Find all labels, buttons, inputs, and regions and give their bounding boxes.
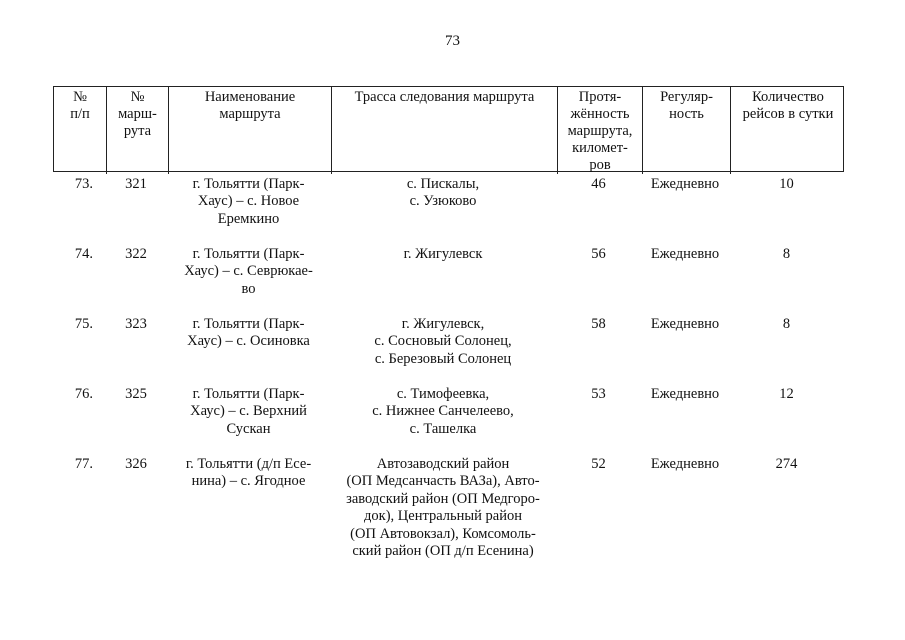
cell-regularity: Ежедневно (650, 176, 720, 192)
table-row (53, 176, 844, 228)
header-route: № марш- рута (106, 87, 168, 174)
cell-trips: 8 (782, 246, 791, 262)
header-name: Наименование маршрута (168, 87, 331, 174)
cell-name: г. Тольятти (Парк- Хаус) – с. Верхний Сускан (190, 386, 307, 437)
cell-route: 326 (125, 456, 147, 472)
cell-route: 322 (125, 246, 147, 262)
cell-regularity: Ежедневно (650, 246, 720, 262)
header-num: № п/п (70, 89, 90, 122)
cell-trips: 10 (779, 176, 794, 192)
cell-length: 46 (591, 176, 606, 192)
cell-path: с. Тимофеевка, с. Нижнее Санчелеево, с. Ташелка (372, 386, 514, 437)
cell-path: с. Пискалы, с. Узюково (406, 176, 480, 210)
table-row (53, 386, 844, 438)
cell-route: 323 (125, 316, 147, 332)
table-row (53, 316, 844, 368)
cell-num: 73. (74, 176, 93, 192)
table-row (53, 456, 844, 560)
cell-name: г. Тольятти (Парк- Хаус) – с. Осиновка (187, 316, 310, 350)
cell-regularity: Ежедневно (650, 456, 720, 472)
page-number: 73 (445, 33, 460, 49)
table-header (53, 86, 844, 172)
cell-length: 52 (591, 456, 606, 472)
cell-trips: 12 (779, 386, 794, 402)
table-row (53, 246, 844, 298)
cell-length: 58 (591, 316, 606, 332)
cell-route: 325 (125, 386, 147, 402)
cell-length: 53 (591, 386, 606, 402)
cell-trips: 274 (775, 456, 798, 472)
cell-path: г. Жигулевск (403, 246, 483, 262)
header-trips: Количество рейсов в сутки (730, 87, 845, 174)
header-regularity: Регуляр- ность (642, 87, 730, 174)
cell-name: г. Тольятти (д/п Есе- нина) – с. Ягодное (185, 456, 312, 490)
cell-path: г. Жигулевск, с. Сосновый Солонец, с. Березовый Солонец (374, 316, 512, 367)
cell-path: Автозаводский район (ОП Медсанчасть ВАЗа), Авто- заводский район (ОП Медгоро- док), Центральный район (ОП Автовокзал), Комсомоль- ский район (ОП д/п Есенина) (346, 456, 540, 560)
cell-name: г. Тольятти (Парк- Хаус) – с. Севрюкае- во (184, 246, 313, 297)
cell-name: г. Тольятти (Парк- Хаус) – с. Новое Еремкино (192, 176, 305, 227)
cell-length: 56 (591, 246, 606, 262)
header-length: Протя- жённость маршрута, километ- ров (557, 87, 642, 174)
cell-regularity: Ежедневно (650, 316, 720, 332)
cell-route: 321 (125, 176, 147, 192)
header-path: Трасса следования маршрута (331, 87, 557, 174)
cell-num: 76. (74, 386, 93, 402)
cell-trips: 8 (782, 316, 791, 332)
cell-num: 75. (74, 316, 93, 332)
cell-num: 77. (74, 456, 93, 472)
cell-num: 74. (74, 246, 93, 262)
cell-regularity: Ежедневно (650, 386, 720, 402)
